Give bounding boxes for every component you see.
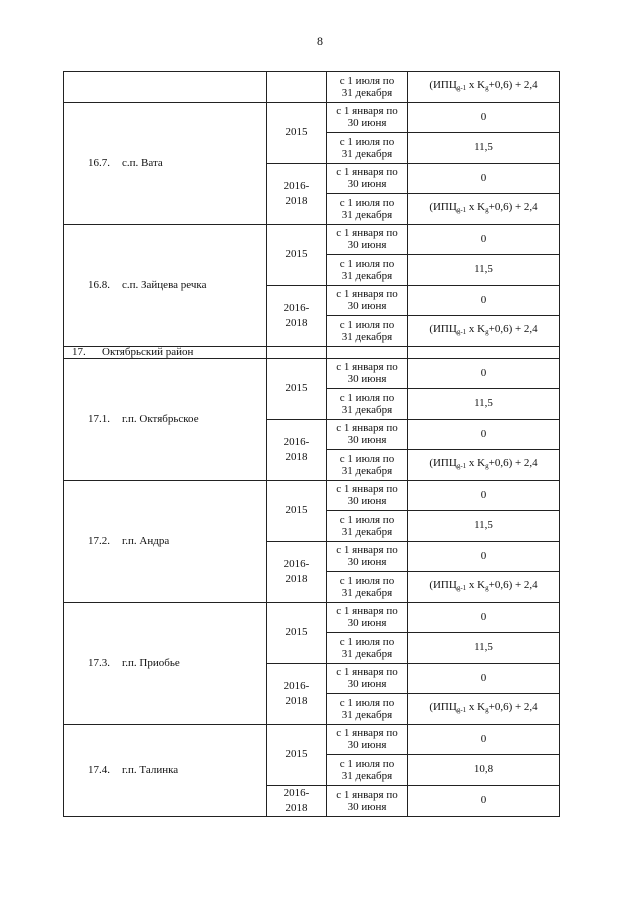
value-cell [408,316,560,347]
value-cell: 11,5 [408,389,560,420]
period-cell: с 1 июля по 31 декабря [327,255,408,286]
period-cell: с 1 января по 30 июня [327,724,408,755]
year-cell: 2016- 2018 [267,541,327,602]
period-cell: с 1 января по 30 июня [327,419,408,450]
formula [429,579,537,591]
period-cell: с 1 января по 30 июня [327,541,408,572]
value-cell: 10,8 [408,755,560,786]
formula-part: g [485,83,489,92]
continuation-row [64,72,560,103]
formula-part: +0,6) + 2,4 [488,200,538,213]
table-row [64,102,560,133]
formula-part: +0,6) + 2,4 [488,456,538,469]
year-cell: 2015 [267,480,327,541]
value-cell: 0 [408,663,560,694]
formula [429,701,537,713]
entity-number: 17.4. [88,763,110,776]
value-cell [408,194,560,225]
value-cell: 0 [408,163,560,194]
district-name: Октябрьский район [102,346,194,358]
value-cell: 0 [408,285,560,316]
formula-part: x K [466,200,486,213]
year-cell: 2016- 2018 [267,285,327,346]
period-cell: с 1 января по 30 июня [327,285,408,316]
period-cell: с 1 января по 30 июня [327,785,408,816]
district-cell [64,346,267,358]
value-cell: 0 [408,602,560,633]
period-cell: с 1 июля по 31 декабря [327,755,408,786]
formula [429,323,537,335]
entity-name: г.п. Приобье [122,656,180,669]
formula-part: g-1 [456,205,467,214]
table-body [64,72,560,817]
year-cell: 2015 [267,724,327,785]
table-row [64,224,560,255]
formula-part: g-1 [456,583,467,592]
value-cell: 11,5 [408,133,560,164]
formula-part: +0,6) + 2,4 [488,700,538,713]
value-cell: 11,5 [408,255,560,286]
entity-cell [64,224,267,346]
formula-part: x K [466,578,486,591]
period-cell: с 1 июля по 31 декабря [327,572,408,603]
formula [429,79,537,91]
table-row [64,602,560,633]
formula-part: (ИПЦ [429,200,457,213]
value-cell [408,694,560,725]
period-cell: с 1 января по 30 июня [327,358,408,389]
formula-part: g [485,205,489,214]
period-cell: с 1 января по 30 июня [327,163,408,194]
value-cell: 0 [408,785,560,816]
entity-cell [64,480,267,602]
entity-name: с.п. Зайцева речка [122,278,207,291]
entity-cell [64,102,267,224]
entity-number: 16.7. [88,156,110,169]
period-cell: с 1 января по 30 июня [327,663,408,694]
value-cell: 11,5 [408,633,560,664]
period-cell [327,346,408,358]
entity-cell [64,358,267,480]
year-cell: 2016- 2018 [267,419,327,480]
period-cell: с 1 июля по 31 декабря [327,694,408,725]
entity-cell [64,602,267,724]
value-cell [408,72,560,103]
district-number: 17. [72,346,86,358]
entity-name: г.п. Андра [122,534,170,547]
value-cell: 0 [408,724,560,755]
formula-part: +0,6) + 2,4 [488,78,538,91]
year-cell: 2016- 2018 [267,785,327,816]
period-cell: с 1 января по 30 июня [327,102,408,133]
formula-part: (ИПЦ [429,700,457,713]
formula-part: g-1 [456,461,467,470]
year-cell: 2015 [267,102,327,163]
formula [429,201,537,213]
formula-part: x K [466,78,486,91]
year-cell: 2016- 2018 [267,163,327,224]
formula-part: g-1 [456,705,467,714]
year-cell: 2015 [267,224,327,285]
value-cell: 0 [408,419,560,450]
period-cell: с 1 июля по 31 декабря [327,133,408,164]
value-cell [408,572,560,603]
table-row [64,358,560,389]
period-cell: с 1 июля по 31 декабря [327,450,408,481]
formula-part: (ИПЦ [429,78,457,91]
formula-part: +0,6) + 2,4 [488,322,538,335]
formula-part: x K [466,456,486,469]
formula-part: x K [466,700,486,713]
formula-part: (ИПЦ [429,322,457,335]
entity-number: 17.1. [88,412,110,425]
district-row [64,346,560,358]
period-cell: с 1 июля по 31 декабря [327,194,408,225]
table-row [64,480,560,511]
period-cell: с 1 июля по 31 декабря [327,316,408,347]
formula [429,457,537,469]
formula-part: g [485,705,489,714]
value-cell: 0 [408,102,560,133]
period-cell: с 1 июля по 31 декабря [327,389,408,420]
period-cell: с 1 июля по 31 декабря [327,633,408,664]
value-cell: 11,5 [408,511,560,542]
value-cell: 0 [408,541,560,572]
entity-name: г.п. Талинка [122,763,179,776]
year-cell [267,346,327,358]
year-cell: 2015 [267,358,327,419]
year-cell: 2015 [267,602,327,663]
formula-part: g-1 [456,327,467,336]
entity-name: г.п. Октябрьское [122,412,199,425]
value-cell: 0 [408,480,560,511]
formula-part: g [485,327,489,336]
formula-part: (ИПЦ [429,456,457,469]
period-cell: с 1 января по 30 июня [327,602,408,633]
entity-cell [64,724,267,816]
entity-name: с.п. Вата [122,156,163,169]
entity-cell [64,72,267,103]
formula-part: (ИПЦ [429,578,457,591]
formula-part: g-1 [456,83,467,92]
value-cell: 0 [408,358,560,389]
year-cell: 2016- 2018 [267,663,327,724]
year-cell [267,72,327,103]
period-cell: с 1 июля по 31 декабря [327,511,408,542]
period-cell: с 1 января по 30 июня [327,224,408,255]
value-cell: 0 [408,224,560,255]
formula-part: +0,6) + 2,4 [488,578,538,591]
table-row [64,724,560,755]
entity-number: 17.3. [88,656,110,669]
value-cell [408,450,560,481]
page-number: 8 [317,34,323,48]
formula-part: g [485,461,489,470]
entity-number: 17.2. [88,534,110,547]
period-cell: с 1 июля по 31 декабря [327,72,408,103]
value-cell [408,346,560,358]
tariff-table [63,71,560,817]
period-cell: с 1 января по 30 июня [327,480,408,511]
formula-part: g [485,583,489,592]
formula-part: x K [466,322,486,335]
entity-number: 16.8. [88,278,110,291]
